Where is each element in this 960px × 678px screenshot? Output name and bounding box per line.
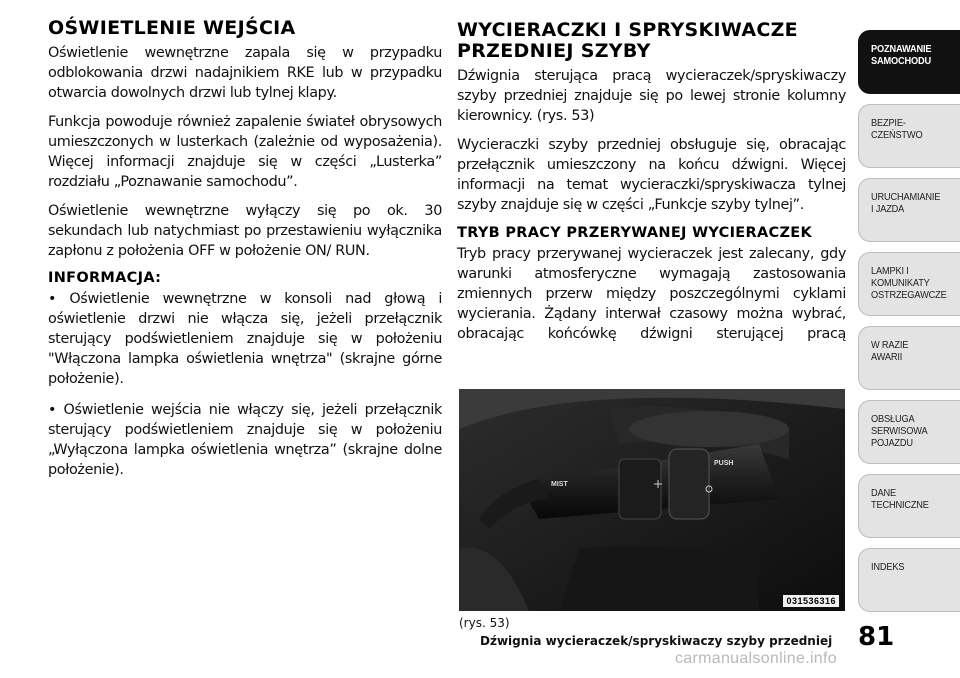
tab-bezpieczenstwo[interactable]	[858, 104, 960, 168]
lever-mist-label: MIST	[551, 481, 568, 488]
figure-caption: Dźwignia wycieraczek/spryskiwaczy szyby przedniej	[480, 634, 833, 648]
tab-label: URUCHAMIANIE I JAZDA	[871, 191, 941, 215]
paragraph: Oświetlenie wewnętrzne wyłączy się po ok. 30 sekundach lub natychmiast po przestawieniu wyłącznika zapłonu z położenia OFF w położenie ON/ RUN.	[48, 203, 442, 259]
paragraph: Wycieraczki szyby przedniej obsługuje się, obracając przełącznik umieszczony na końcu dźwigni. Więcej informacji na temat wycieraczki/spryskiwacza tylnej szyby znajduje się w części „Funkcje szyby tylnej”.	[457, 137, 846, 213]
watermark: carmanualsonline.info	[675, 650, 837, 667]
paragraph: Tryb pracy przerywanej wycieraczek jest zalecany, gdy warunki atmosferyczne wymagają zastosowania zmiennych przerw między poszczególnymi cyklami wycierania. Żądany interwał czasowy można wybrać, obracając końcówkę dźwigni sterującej pracą	[457, 246, 846, 342]
paragraph: Funkcja powoduje również zapalenie świateł obrysowych umieszczonych w lusterkach (zależnie od wyposażenia). Więcej informacji znajduje się w części „Lusterka” rozdziału „Poznawanie samochodu”.	[48, 114, 442, 190]
section-heading-entry-lighting: OŚWIETLENIE WEJŚCIA	[48, 17, 296, 39]
tab-label: OBSŁUGA SERWISOWA POJAZDU	[871, 413, 928, 449]
right-column	[457, 18, 846, 353]
lever-push-label: PUSH	[714, 460, 734, 467]
wiper-lever-photo	[459, 389, 845, 611]
paragraph: Oświetlenie wewnętrzne zapala się w przypadku odblokowania drzwi nadajnikiem RKE lub w przypadku otwarcia dowolnych drzwi lub tylnej klapy.	[48, 45, 442, 101]
info-bullet: • Oświetlenie wewnętrzne w konsoli nad głową i oświetlenie drzwi nie włącza się, jeżeli przełącznik sterujący podświetleniem znajduje się w położeniu "Włączona lampka oświetlenia wnętrza" (skrajne górne położenie).	[48, 291, 442, 387]
figure-code: 031536316	[783, 595, 839, 607]
figure-reference: (rys. 53)	[459, 616, 510, 630]
tab-dane-techniczne[interactable]	[858, 474, 960, 538]
info-bullet: • Oświetlenie wejścia nie włączy się, jeżeli przełącznik sterujący podświetleniem znajduje się w położeniu „Wyłączona lampka oświetlenia wnętrza” (skrajne dolne położenie).	[48, 402, 442, 478]
tab-indeks[interactable]	[858, 548, 960, 612]
paragraph: Dźwignia sterująca pracą wycieraczek/spryskiwaczy szyby przedniej znajduje się po lewej stronie kolumny kierownicy. (rys. 53)	[457, 68, 846, 124]
tab-label: LAMPKI I KOMUNIKATY OSTRZEGAWCZE	[871, 265, 947, 301]
subheading-intermittent: TRYB PRACY PRZERYWANEJ WYCIERACZEK	[457, 225, 812, 241]
tab-label: DANE TECHNICZNE	[871, 487, 929, 511]
tab-label: INDEKS	[871, 561, 905, 573]
tab-obsluga-serwisowa[interactable]	[858, 400, 960, 464]
tab-lampki-i-komunikaty[interactable]	[858, 252, 960, 316]
tab-poznawanie-samochodu[interactable]	[858, 30, 960, 94]
tab-w-razie-awarii[interactable]	[858, 326, 960, 390]
tab-label: W RAZIE AWARII	[871, 339, 909, 363]
tab-label: POZNAWANIE SAMOCHODU	[871, 43, 932, 67]
section-heading-wipers: WYCIERACZKI I SPRYSKIWACZE PRZEDNIEJ SZYBY	[457, 19, 798, 62]
tab-uruchamianie-i-jazda[interactable]	[858, 178, 960, 242]
wiper-lever-illustration	[459, 389, 845, 611]
info-heading: INFORMACJA:	[48, 270, 162, 286]
left-column	[48, 18, 442, 491]
tab-label: BEZPIE- CZEŃSTWO	[871, 117, 923, 141]
page-number: 81	[858, 622, 895, 652]
chapter-tabs	[858, 30, 960, 622]
